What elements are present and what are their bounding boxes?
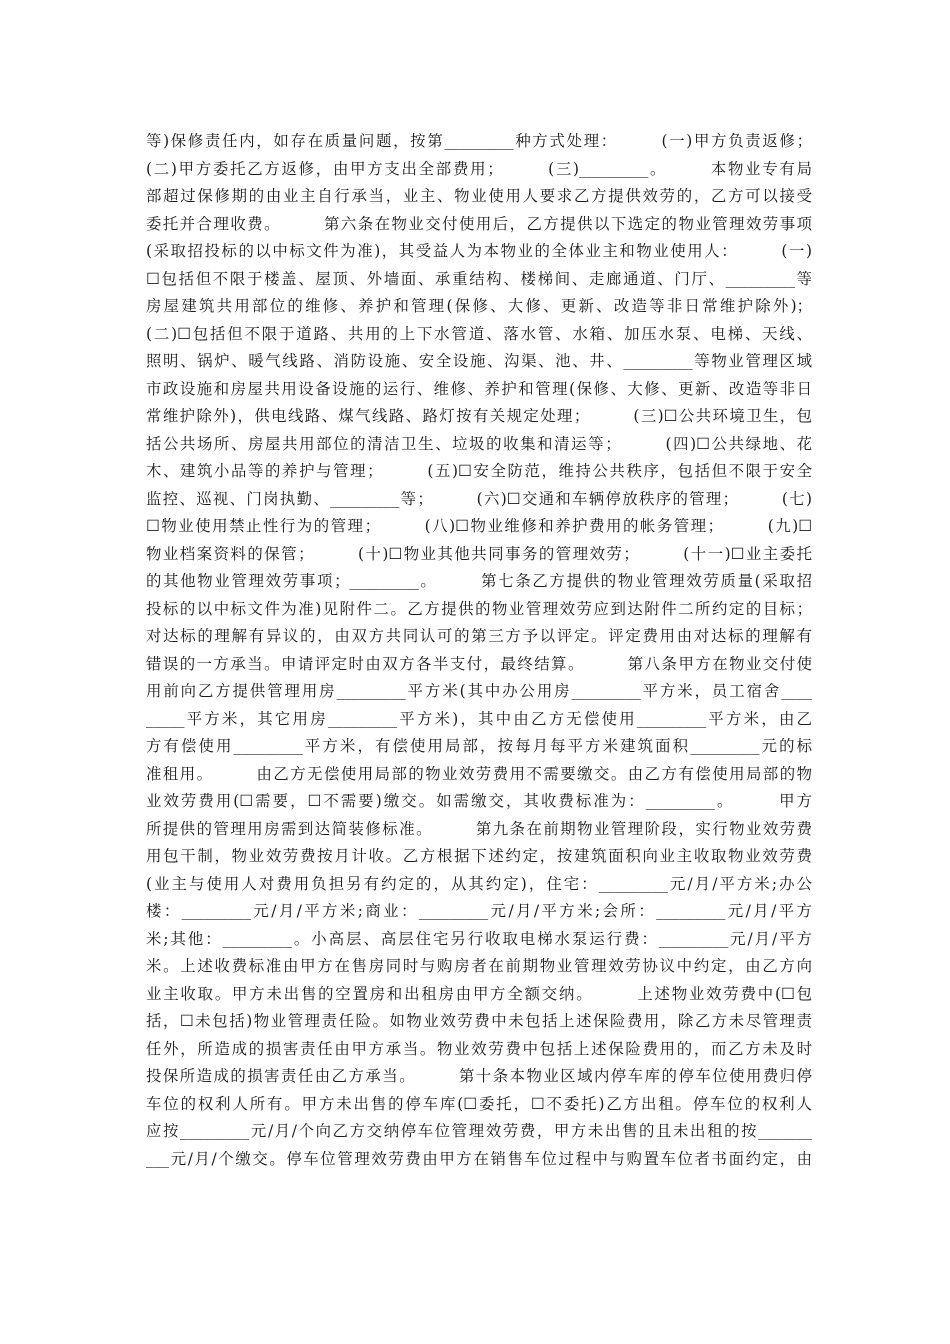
text-line: 米;其他：_________。小高层、高层住宅另行收取电梯水泵运行费：_________元/月/平方 xyxy=(146,929,812,948)
text-line: 米。上述收费标准由甲方在售房同时与购房者在前期物业管理效劳协议中约定，由乙方向 xyxy=(146,957,812,975)
text-line: 对达标的理解有异议的，由双方共同认可的第三方予以评定。评定费用由对达标的理解有 xyxy=(146,627,812,645)
document-body xyxy=(146,128,812,1173)
text-line: ___元/月/个缴交。停车位管理效劳费由甲方在销售车位过程中与购置车位者书面约定，由 xyxy=(146,1149,812,1168)
text-line: 常维护除外)，供电线路、煤气线路、路灯按有关规定处理； (三)☐公共环境卫生，包 xyxy=(146,407,812,425)
text-line: _____平方米，其它用房_________平方米)，其中由乙方无偿使用_________平方米，由乙 xyxy=(146,709,812,728)
text-line: 错误的一方承当。申请评定时由双方各半支付，最终结算。 第八条甲方在物业交付使 xyxy=(146,654,812,673)
text-line: (二)☐包括但不限于道路、共用的上下水管道、落水管、水箱、加压水泵、电梯、天线、 xyxy=(146,324,812,343)
text-line: 楼：_________元/月/平方米;商业：_________元/月/平方米;会所：_________元/月/平方 xyxy=(146,902,812,920)
text-line: 房屋建筑共用部位的维修、养护和管理(保修、大修、更新、改造等非日常维护除外)； xyxy=(146,297,812,315)
text-line: 准租用。 由乙方无偿使用局部的物业效劳费用不需要缴交。由乙方有偿使用局部的物 xyxy=(146,764,812,783)
text-line: 委托并合理收费。 第六条在物业交付使用后，乙方提供以下选定的物业管理效劳事项 xyxy=(146,214,812,233)
text-line: 车位的权利人所有。甲方未出售的停车库(☐委托，☐不委托)乙方出租。停车位的权利人 xyxy=(146,1094,812,1113)
text-line: 业效劳费用(☐需要，☐不需要)缴交。如需缴交，其收费标准为：_________。 甲方 xyxy=(146,792,812,810)
text-line: 投保所造成的损害责任由乙方承当。 第十条本物业区域内停车库的停车位使用费归停 xyxy=(146,1067,812,1085)
text-line: 木、建筑小品等的养护与管理； (五)☐安全防范，维持公共秩序，包括但不限于安全 xyxy=(146,462,812,480)
text-line: (二)甲方委托乙方返修，由甲方支出全部费用； (三)_________。 本物业专有局 xyxy=(146,159,812,178)
text-line: 的其他物业管理效劳事项；_________。 第七条乙方提供的物业管理效劳质量(采取招 xyxy=(146,572,812,590)
text-line: 应按_________元/月/个向乙方交纳停车位管理效劳费，甲方未出售的且未出租的按_______ xyxy=(146,1122,812,1140)
text-line: 市政设施和房屋共用设备设施的运行、维修、养护和管理(保修、大修、更新、改造等非日 xyxy=(146,379,812,398)
text-line: 用前向乙方提供管理用房_________平方米(其中办公用房_________平方米，员工宿舍____ xyxy=(146,682,812,700)
text-line: 照明、锅炉、暖气线路、消防设施、安全设施、沟渠、池、井、_________等物业管理区域 xyxy=(146,352,812,370)
text-line: 部超过保修期的由业主自行承当，业主、物业使用人要求乙方提供效劳的，乙方可以接受 xyxy=(146,187,812,205)
text-line: ☐物业使用禁止性行为的管理； (八)☐物业维修和养护费用的帐务管理； (九)☐ xyxy=(146,517,812,535)
text-line: 业主收取。甲方未出售的空置房和出租房由甲方全额交纳。 上述物业效劳费中(☐包 xyxy=(146,984,812,1003)
text-line: (业主与使用人对费用负担另有约定的，从其约定)，住宅：_________元/月/平方米;办公 xyxy=(146,874,812,893)
text-line: 等)保修责任内，如存在质量问题，按第_________种方式处理： (一)甲方负责返修； xyxy=(146,132,812,150)
text-line: 所提供的管理用房需到达简装修标准。 第九条在前期物业管理阶段，实行物业效劳费 xyxy=(146,819,812,838)
text-line: 用包干制，物业效劳费按月计收。乙方根据下述约定，按建筑面积向业主收取物业效劳费 xyxy=(146,847,812,865)
text-line: ☐包括但不限于楼盖、屋顶、外墙面、承重结构、楼梯间、走廊通道、门厅、_________等 xyxy=(146,269,812,288)
text-line: 括公共场所、房屋共用部位的清洁卫生、垃圾的收集和清运等； (四)☐公共绿地、花 xyxy=(146,434,812,453)
text-line: 方有偿使用_________平方米，有偿使用局部，按每月每平方米建筑面积_________元的标 xyxy=(146,737,812,755)
text-line: 投标的以中标文件为准)见附件二。乙方提供的物业管理效劳应到达附件二所约定的目标； xyxy=(146,599,812,618)
text-line: 任外，所造成的损害责任由甲方承当。物业效劳费中包括上述保险费用的，而乙方未及时 xyxy=(146,1039,812,1058)
text-line: 物业档案资料的保管； (十)☐物业其他共同事务的管理效劳； (十一)☐业主委托 xyxy=(146,544,812,563)
text-line: 括，☐未包括)物业管理责任险。如物业效劳费中未包括上述保险费用，除乙方未尽管理责 xyxy=(146,1012,812,1030)
text-line: (采取招投标的以中标文件为准)，其受益人为本物业的全体业主和物业使用人： (一) xyxy=(146,242,812,260)
text-line: 监控、巡视、门岗执勤、_________等； (六)☐交通和车辆停放秩序的管理； (七) xyxy=(146,489,812,508)
